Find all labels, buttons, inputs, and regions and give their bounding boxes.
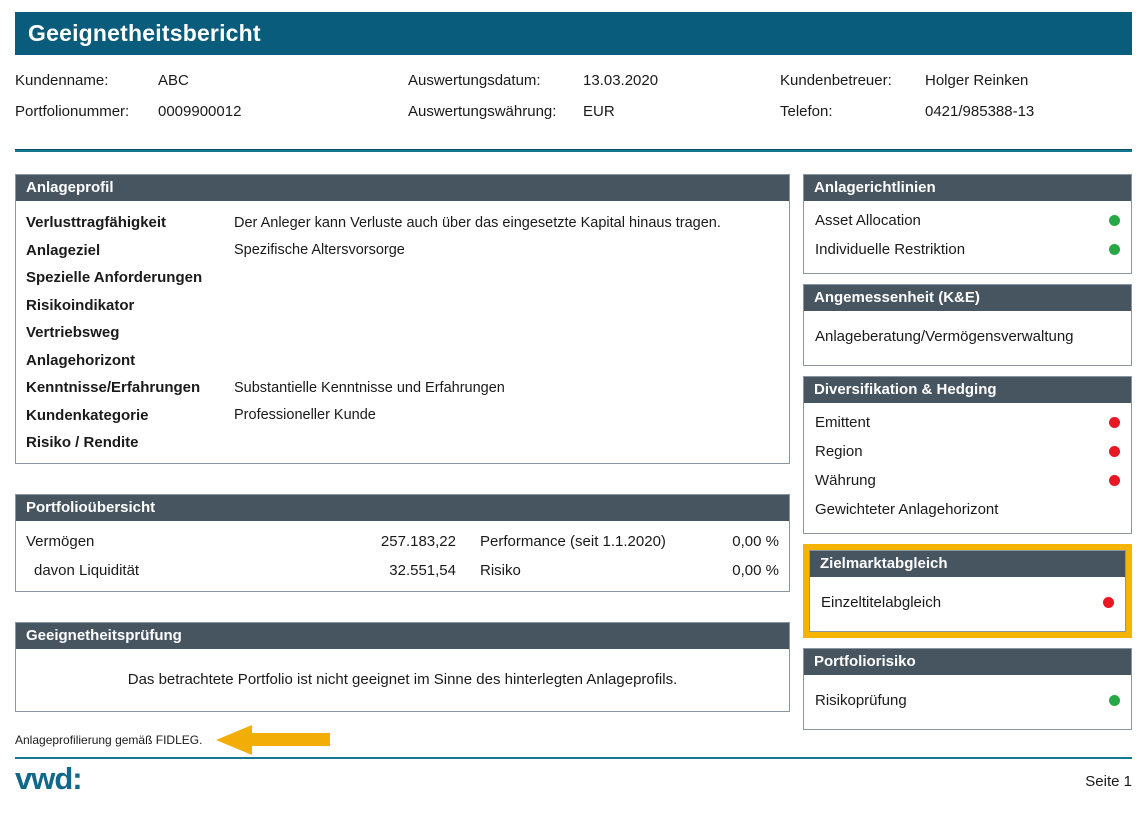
panel-anlagerichtlinien-header: Anlagerichtlinien: [804, 175, 1131, 201]
status-dot: [1109, 417, 1120, 428]
status-dot: [1109, 446, 1120, 457]
status-item-label: Einzeltitelabgleich: [821, 593, 942, 611]
regulation-note: Anlageprofilierung gemäß FIDLEG.: [15, 732, 203, 747]
status-item-label: Asset Allocation: [815, 212, 921, 229]
info-row: [15, 96, 408, 127]
panel-anlageprofil-body: [16, 201, 789, 463]
portfolio-metric-label: Performance (seit 1.1.2020): [480, 532, 666, 550]
main-content: [15, 174, 1132, 755]
section-divider: [15, 149, 1132, 152]
info-label: Kundenname:: [15, 72, 109, 89]
note-row: [15, 725, 790, 755]
info-value: EUR: [583, 103, 615, 120]
panel-portfoliorisiko-header: Portfoliorisiko: [804, 649, 1131, 675]
panel-zielmarktabgleich-header: Zielmarktabgleich: [810, 551, 1125, 577]
panel-diversifikation-hedging-body: [804, 403, 1131, 533]
panel-diversifikation-hedging-header: Diversifikation & Hedging: [804, 377, 1131, 403]
panel-geeignetheitspruefung: [15, 622, 790, 712]
info-label: Kundenbetreuer:: [780, 72, 892, 89]
info-label: Auswertungsdatum:: [408, 72, 541, 89]
portfolio-label: Vermögen: [26, 532, 95, 550]
panel-diversifikation-hedging: [803, 376, 1132, 534]
info-value: Holger Reinken: [925, 72, 1029, 89]
status-dot: [1109, 475, 1120, 486]
panel-angemessenheit-header: Angemessenheit (K&E): [804, 285, 1131, 311]
info-value: 0009900012: [158, 103, 242, 120]
panel-portfoliorisiko: [803, 648, 1132, 730]
info-label: Portfolionummer:: [15, 103, 130, 120]
status-item: [804, 408, 1131, 437]
header-info: [15, 65, 1132, 127]
profile-row-label: Anlagehorizont: [26, 351, 136, 369]
info-row: [408, 96, 780, 127]
panel-portfoliouebersicht-header: Portfolioübersicht: [16, 495, 789, 521]
portfolio-row: [26, 556, 779, 585]
info-value: 0421/985388-13: [925, 103, 1035, 120]
status-item-label: Individuelle Restriktion: [815, 241, 966, 258]
portfolio-amount: 257.183,22: [380, 532, 456, 550]
info-value: 13.03.2020: [583, 72, 659, 89]
status-dot: [1109, 215, 1120, 226]
profile-row: [26, 319, 779, 347]
profile-row-value: Professioneller Kunde: [234, 407, 376, 424]
profile-row-label: Vertriebsweg: [26, 324, 120, 342]
profile-row-value: Substantielle Kenntnisse und Erfahrungen: [234, 379, 505, 396]
profile-row: [26, 347, 779, 375]
page-number: Seite 1: [1085, 773, 1132, 790]
arrow-head: [216, 725, 252, 755]
profile-row: [26, 237, 779, 265]
panel-portfoliouebersicht-body: [16, 521, 789, 591]
status-dot: [1103, 597, 1114, 608]
footer-content: [15, 759, 1132, 797]
status-item-label: Anlageberatung/Vermögensverwaltung: [815, 327, 1074, 345]
status-item: [810, 582, 1125, 622]
panel-zielmarktabgleich: [809, 550, 1126, 632]
info-label: Auswertungswährung:: [408, 103, 557, 120]
panel-angemessenheit-body: [804, 311, 1131, 365]
panel-geeignetheitspruefung-header: Geeignetheitsprüfung: [16, 623, 789, 649]
info-value: ABC: [158, 72, 189, 89]
status-item-label: Region: [815, 443, 863, 460]
report-title-bar: [15, 12, 1132, 55]
panel-geeignetheitspruefung-body: [16, 649, 789, 711]
portfolio-label: davon Liquidität: [34, 561, 140, 579]
profile-row-value: Der Anleger kann Verluste auch über das eingesetzte Kapital hinaus tragen.: [234, 214, 721, 231]
panel-anlagerichtlinien: [803, 174, 1132, 274]
portfolio-metric-value: 0,00 %: [732, 532, 779, 550]
arrow-tail: [252, 733, 330, 746]
info-row: [780, 96, 1132, 127]
status-dot: [1109, 695, 1120, 706]
status-item-label: Gewichteter Anlagehorizont: [815, 501, 999, 518]
status-item: [804, 437, 1131, 466]
panel-portfoliouebersicht: [15, 494, 790, 592]
profile-row-label: Kundenkategorie: [26, 406, 149, 424]
profile-row: [26, 209, 779, 237]
status-item: [804, 316, 1131, 356]
suitability-message: Das betrachtete Portfolio ist nicht geeignet im Sinne des hinterlegten Anlageprofils.: [127, 671, 678, 688]
header-info-column-customer: [15, 65, 408, 127]
profile-row: [26, 264, 779, 292]
panel-zielmarktabgleich-body: [810, 577, 1125, 631]
panel-portfoliorisiko-body: [804, 675, 1131, 729]
profile-row-label: Verlusttragfähigkeit: [26, 214, 167, 232]
status-item-label: Emittent: [815, 414, 871, 431]
panel-anlagerichtlinien-body: [804, 201, 1131, 273]
status-item: [804, 206, 1131, 235]
status-item: [804, 495, 1131, 524]
highlight-arrow-icon: [216, 725, 330, 755]
status-item: [804, 466, 1131, 495]
vwd-logo: vwd:: [15, 761, 82, 796]
status-item-label: Währung: [815, 472, 876, 489]
panel-angemessenheit: [803, 284, 1132, 366]
info-row: [15, 65, 408, 96]
panel-anlageprofil-header: Anlageprofil: [16, 175, 789, 201]
profile-row-label: Risiko / Rendite: [26, 434, 139, 452]
status-dot: [1109, 244, 1120, 255]
info-row: [780, 65, 1132, 96]
profile-row: [26, 429, 779, 457]
profile-row-label: Kenntnisse/Erfahrungen: [26, 379, 201, 397]
status-item-label: Risikoprüfung: [815, 691, 907, 709]
header-info-column-advisor: [780, 65, 1132, 127]
profile-row-label: Spezielle Anforderungen: [26, 269, 203, 287]
portfolio-amount: 32.551,54: [389, 561, 456, 579]
profile-row-label: Risikoindikator: [26, 296, 135, 314]
portfolio-metric-label: Risiko: [480, 561, 521, 579]
status-item: [804, 235, 1131, 264]
profile-row: [26, 374, 779, 402]
page-footer: [15, 757, 1132, 797]
profile-row: [26, 402, 779, 430]
page-title: Geeignetheitsbericht: [28, 20, 261, 46]
info-row: [408, 65, 780, 96]
profile-row: [26, 292, 779, 320]
profile-row-value: Spezifische Altersvorsorge: [234, 242, 405, 259]
right-column: [803, 174, 1132, 755]
header-info-column-evaluation: [408, 65, 780, 127]
zielmarkt-highlight-frame: [803, 544, 1132, 638]
portfolio-metric-value: 0,00 %: [732, 561, 779, 579]
portfolio-row: [26, 527, 779, 556]
info-label: Telefon:: [780, 103, 833, 120]
left-column: [15, 174, 790, 755]
panel-anlageprofil: [15, 174, 790, 464]
profile-row-label: Anlageziel: [26, 241, 101, 259]
status-item: [804, 680, 1131, 720]
